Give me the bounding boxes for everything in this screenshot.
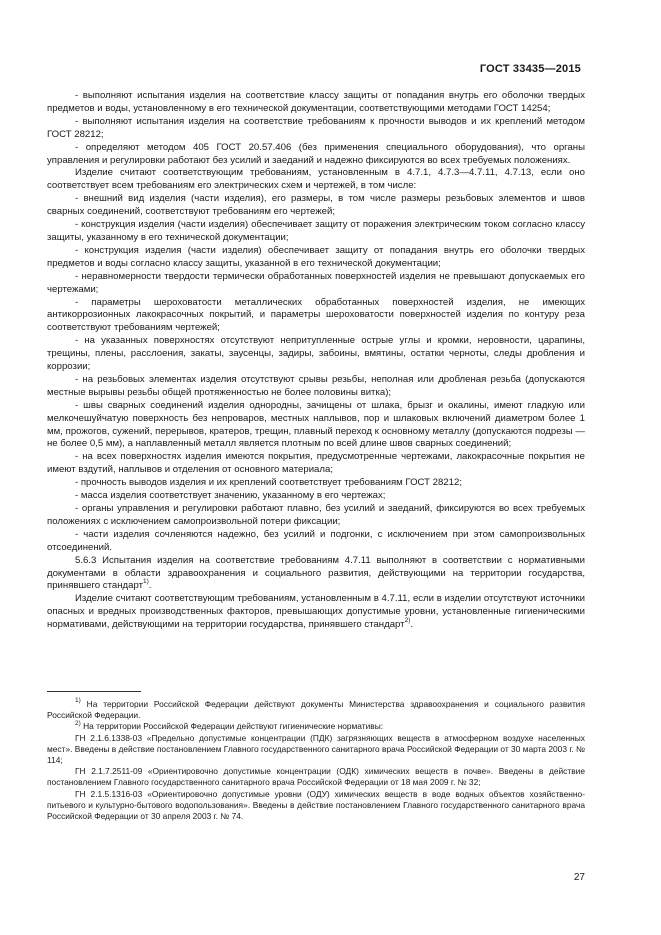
footnote-text: На территории Российской Федерации действуют документы Министерства здравоохранения и социального развития Российской Федерации. <box>47 699 585 721</box>
punctuation: . <box>148 580 152 592</box>
paragraph-conformity <box>47 593 585 632</box>
list-item: - выполняют испытания изделия на соответствие классу защиты от попадания внутрь его оболочки твердых предметов и воды, установленному в его технической документации, соответствующими методами ГОСТ 14254; <box>47 90 585 114</box>
footnote-ref-2[interactable]: 2) <box>404 616 411 624</box>
list-item: - на указанных поверхностях отсутствуют непритупленные острые углы и кромки, неровности, царапины, трещины, плены, расслоения, закаты, заусенцы, задиры, забоины, вмятины, остатки черноты, следы дробления и коррозии; <box>47 335 585 373</box>
section-5-6-3 <box>47 555 585 594</box>
list-item: - масса изделия соответствует значению, указанному в его чертежах; <box>75 490 386 502</box>
footnote-2 <box>47 721 585 732</box>
list-item: - швы сварных соединений изделия однородны, зачищены от шлака, брызг и окалины, имеют гладкую или мелкочешуйчатую поверхность без непроваров, местных наплывов, пор и шлаковых включений диаметром более 1 мм, прожогов, сужений, перерывов, кратеров, трещин, плавный переход к основному металлу (допускаются подрезы — не более 0,5 мм), а наплавленный металл является плотным по всей длине швов сварных соединений; <box>47 399 585 450</box>
footnote-item: ГН 2.1.7.2511-09 «Ориентировочно допустимые концентрации (ОДК) химических веществ в почве». Введены в действие постановлением Главного государственного санитарного врача Российской Федерации от 18 мая 2009 г. № 32; <box>47 766 585 788</box>
section-text: 5.6.3 Испытания изделия на соответствие требованиям 4.7.11 выполняют в соответствии с нормативными документами в области здравоохранения и социального развития, действующими на территории государства, принявшего стандарт <box>47 554 585 592</box>
footnote-text: На территории Российской Федерации действуют гигиенические нормативы: <box>80 721 384 732</box>
footnote-1 <box>47 699 585 721</box>
list-item: - части изделия сочленяются надежно, без усилий и подгонки, с исключением при этом самопроизвольных отсоединений. <box>47 528 585 553</box>
list-item: - выполняют испытания изделия на соответствие требованиям к прочности выводов и их креплений методом ГОСТ 28212; <box>47 115 585 140</box>
footnote-item: ГН 2.1.5.1316-03 «Ориентировочно допустимые уровни (ОДУ) химических веществ в воде водных объектов хозяйственно-питьевого и культурно-бытового водопользования». Введены в действие постановлением Главного государственного санитарного врача Российской Федерации от 30 апреля 2003 г. № 74. <box>47 788 585 822</box>
footnote-mark: 1) <box>75 697 81 705</box>
footnote-mark: 2) <box>75 719 81 727</box>
list-item: - параметры шероховатости металлических обработанных поверхностей изделия, не имеющих антикоррозионных лакокрасочных покрытий, и параметры шероховатости поверхностей изделия по контуру реза соответствуют требованиям чертежей; <box>47 296 585 334</box>
document-header: ГОСТ 33435—2015 <box>479 63 581 75</box>
list-item: - определяют методом 405 ГОСТ 20.57.406 (без применения специального оборудования), что органы управления и регулировки работают без усилий и заеданий и надежно фиксируются во всех требуемых положениях. <box>47 141 585 166</box>
list-item: - прочность выводов изделия и их креплений соответствует требованиям ГОСТ 28212; <box>75 477 463 489</box>
list-item: - на резьбовых элементах изделия отсутствуют срывы резьбы, неполная или дробленая резьба (допускаются местные вырывы резьбы общей протяженностью не более половины витка); <box>47 373 585 398</box>
list-item: - внешний вид изделия (части изделия), его размеры, в том числе размеры резьбовых элементов и швов сварных соединений, соответствуют требованиям его чертежей; <box>47 193 585 218</box>
footnote-ref-1[interactable]: 1) <box>142 578 149 586</box>
footnote-item: ГН 2.1.6.1338-03 «Предельно допустимые концентрации (ПДК) загрязняющих веществ в атмосферном воздухе населенных мест». Введены в действие постановлением Главного государственного санитарного врача Российской Федерации от 30 марта 2003 г. № 114; <box>47 732 585 766</box>
paragraph: Изделие считают соответствующим требованиям, установленным в 4.7.1, 4.7.3—4.7.11, 4.7.13, если оно соответствует всем требованиям его электрических схем и чертежей, в том числе: <box>47 167 585 192</box>
footnotes <box>47 699 585 822</box>
list-item: - на всех поверхностях изделия имеются покрытия, предусмотренные чертежами, лакокрасочные покрытия не имеют вздутий, наплывов и отделения от основного материала; <box>47 451 585 476</box>
list-item: - неравномерности твердости термически обработанных поверхностей изделия не превышают допускаемых его чертежами; <box>47 270 585 295</box>
paragraph-text: Изделие считают соответствующим требованиям, установленным в 4.7.11, если в изделии отсутствуют источники опасных и вредных производственных факторов, превышающих допустимые уровни, установленные гигиеническими нормативами, действующими на территории государства, принявшего стандарт <box>47 593 585 631</box>
footnote-divider <box>47 691 141 692</box>
punctuation: . <box>410 619 414 631</box>
page-number: 27 <box>573 872 585 883</box>
list-item: - органы управления и регулировки работают плавно, без усилий и заеданий, фиксируются во всех требуемых положениях с исключением самопроизвольной потери фиксации; <box>47 503 585 527</box>
document-body <box>47 90 585 632</box>
list-item: - конструкция изделия (части изделия) обеспечивает защиту от попадания внутрь его оболочки твердых предметов и воды согласно классу защиты, указанной в его технической документации; <box>47 244 585 269</box>
list-item: - конструкция изделия (части изделия) обеспечивает защиту от поражения электрическим током согласно классу защиты, указанному в его технической документации; <box>47 219 585 243</box>
